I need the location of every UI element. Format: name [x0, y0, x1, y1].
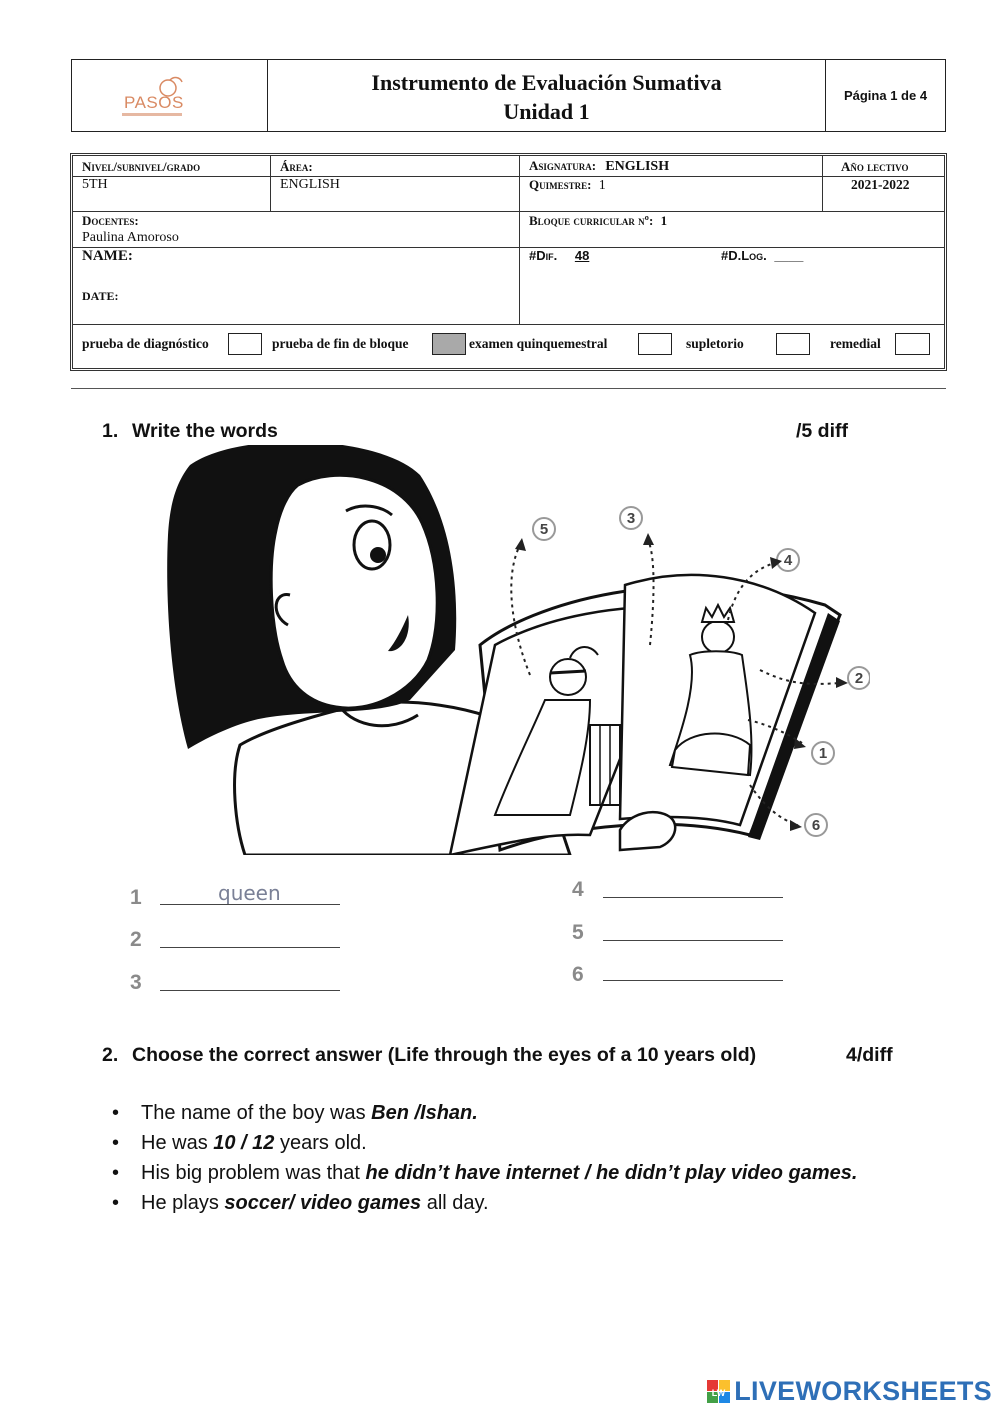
liveworksheets-logo-icon [706, 1379, 732, 1405]
item-text: He was [141, 1132, 214, 1154]
exam-type-checkbox-1[interactable] [432, 333, 466, 355]
answer-options[interactable]: Ben /Ishan. [371, 1102, 478, 1124]
anio-label: Año lectivo [841, 159, 909, 174]
dlog-value: ____ [774, 248, 804, 263]
school-logo-underline [122, 113, 182, 116]
item-text: He plays [141, 1192, 225, 1214]
question-1-number: 1. [102, 420, 119, 442]
info-table [72, 155, 945, 369]
answer-4-number: 4 [572, 878, 584, 901]
grid-line [822, 156, 823, 211]
question-1-title: Write the words [132, 420, 278, 442]
answer-6-line [603, 980, 783, 981]
grid-line [73, 211, 944, 212]
question-2-number: 2. [102, 1044, 119, 1066]
area-label: Área: [280, 159, 313, 174]
answer-options[interactable]: soccer/ video games [224, 1192, 422, 1214]
dif-value: 48 [574, 248, 590, 263]
nivel-value: 5TH [82, 177, 108, 192]
school-logo-cell [72, 60, 268, 131]
section-divider [71, 388, 946, 389]
area-value: ENGLISH [280, 177, 340, 192]
liveworksheets-brand[interactable] [706, 1376, 992, 1407]
quimestre-value: 1 [598, 178, 606, 193]
question-2-title: Choose the correct answer (Life through the eyes of a 10 years old) [132, 1044, 757, 1066]
callout-2-label: 2 [854, 670, 864, 687]
dlog-field [721, 248, 803, 263]
bloque-field [529, 213, 667, 229]
document-title: Instrumento de Evaluación Sumativa [371, 70, 722, 95]
girl-reading-book-illustration [150, 445, 870, 855]
answer-1-input[interactable]: queen [218, 881, 281, 905]
asignatura-label: Asignatura: [529, 158, 597, 173]
question-2-list [110, 1098, 857, 1218]
exam-type-label-2: examen quinquemestral [469, 336, 608, 351]
answer-2-number: 2 [130, 928, 142, 951]
quimestre-field [529, 177, 606, 194]
callout-5-label: 5 [539, 521, 549, 538]
grid-line [270, 156, 271, 211]
answer-options[interactable]: 10 / 12 [213, 1132, 275, 1154]
bloque-value: 1 [660, 213, 668, 228]
document-title-cell [268, 60, 826, 131]
exam-type-checkbox-0[interactable] [228, 333, 262, 355]
grid-line [73, 324, 944, 325]
exam-type-label-1: prueba de fin de bloque [272, 336, 409, 351]
grid-line [519, 156, 520, 324]
list-item [110, 1158, 857, 1188]
answer-1-line [160, 904, 340, 905]
exam-type-label-3: supletorio [686, 336, 744, 351]
list-item [110, 1188, 857, 1218]
item-text: years old. [274, 1132, 367, 1154]
docentes-label: Docentes: [82, 213, 139, 228]
anio-value: 2021-2022 [851, 177, 910, 192]
dif-field [529, 248, 597, 263]
asignatura-value: ENGLISH [605, 159, 670, 174]
date-label: DATE: [82, 289, 119, 303]
exam-type-label-0: prueba de diagnóstico [82, 336, 209, 351]
exam-type-checkbox-4[interactable] [895, 333, 930, 355]
answer-6-number: 6 [572, 963, 584, 986]
callout-4-label: 4 [783, 552, 793, 569]
page-number: Página 1 de 4 [843, 88, 928, 103]
callout-3-label: 3 [626, 510, 636, 527]
answer-2-line [160, 947, 340, 948]
page-number-cell [826, 60, 945, 131]
answer-options[interactable]: he didn’t have internet / he didn’t play video games. [365, 1162, 858, 1184]
callout-6-label: 6 [811, 817, 821, 834]
liveworksheets-text: LIVEWORKSHEETS [734, 1376, 992, 1406]
list-item [110, 1098, 857, 1128]
answer-3-number: 3 [130, 971, 142, 994]
bloque-label: Bloque curricular nº: [529, 213, 654, 228]
callout-1-label: 1 [818, 745, 828, 762]
header-box [71, 59, 946, 132]
answer-3-line [160, 990, 340, 991]
name-label: NAME: [82, 248, 133, 264]
list-item [110, 1128, 857, 1158]
dif-label: #Dif. [529, 248, 558, 263]
grid-line [73, 247, 944, 248]
item-text: His big problem was that [141, 1162, 366, 1184]
exam-type-label-4: remedial [830, 336, 881, 351]
exam-type-checkbox-2[interactable] [638, 333, 672, 355]
answer-5-line [603, 940, 783, 941]
grid-line [73, 176, 944, 177]
answer-1-number: 1 [130, 886, 142, 909]
quimestre-label: Quimestre: [529, 177, 592, 192]
school-logo-text: PASOS [124, 93, 184, 112]
nivel-label: Nivel/subnivel/grado [82, 159, 201, 174]
logo-mark-text: LW [712, 1387, 726, 1398]
docentes-value: Paulina Amoroso [82, 230, 179, 245]
document-unit: Unidad 1 [503, 99, 590, 124]
answer-5-number: 5 [572, 921, 584, 944]
asignatura-field [529, 158, 669, 175]
answer-4-line [603, 897, 783, 898]
item-text: The name of the boy was [141, 1102, 372, 1124]
item-text: all day. [421, 1192, 489, 1214]
dlog-label: #D.Log. [721, 248, 767, 263]
question-2-score: 4/diff [846, 1044, 893, 1066]
exam-type-checkbox-3[interactable] [776, 333, 810, 355]
question-1-score: /5 diff [796, 420, 848, 442]
